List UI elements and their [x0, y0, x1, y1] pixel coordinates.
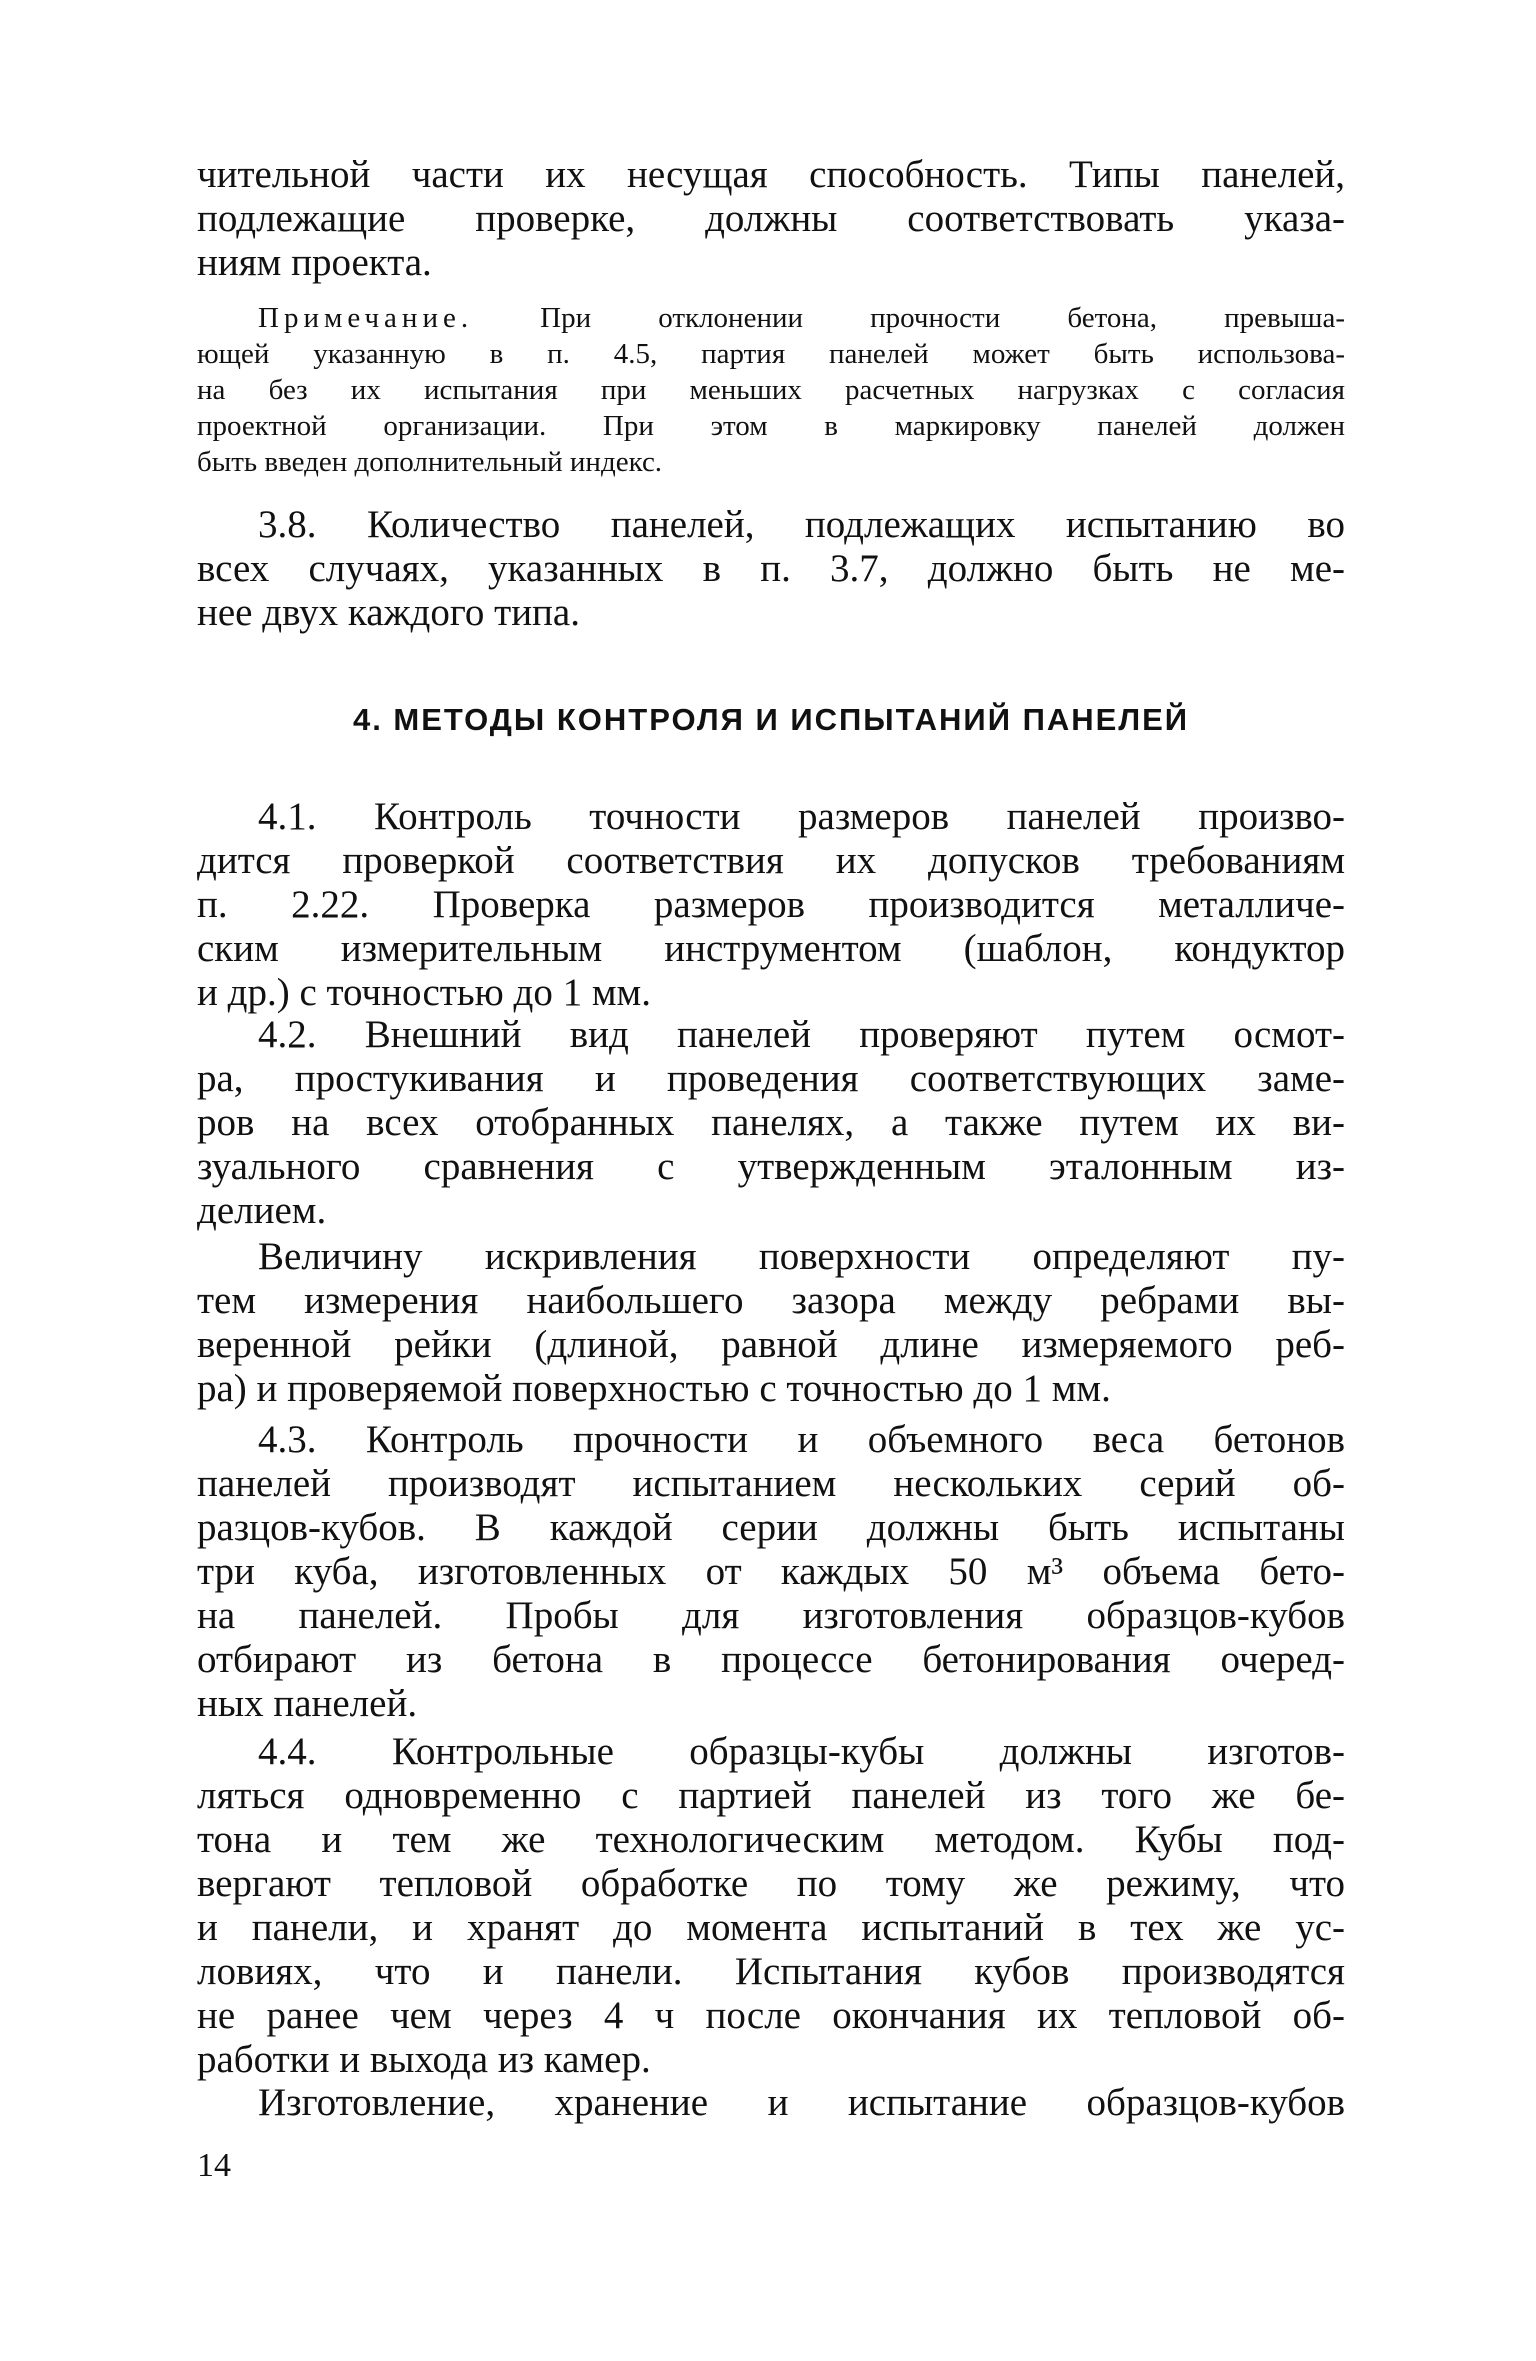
text-line: разцов-кубов. В каждой серии должны быть испытаны [197, 1506, 1345, 1549]
text-line: на без их испытания при меньших расчетных нагрузках с согласия [197, 374, 1345, 406]
text-line: зуального сравнения с утвержденным эталонным из- [197, 1145, 1345, 1188]
text-line: три куба, изготовленных от каждых 50 м³ объема бето- [197, 1550, 1345, 1593]
text-line: тона и тем же технологическим методом. Кубы под- [197, 1818, 1345, 1861]
text-line: ных панелей. [197, 1682, 418, 1725]
text-line: Изготовление, хранение и испытание образцов-кубов [258, 2081, 1345, 2124]
paragraph-4-4 [197, 1730, 1345, 2082]
paragraph-3-8 [197, 503, 1345, 635]
paragraph-4-3 [197, 1418, 1345, 1726]
text-line: веренной рейки (длиной, равной длине измеряемого реб- [197, 1323, 1345, 1366]
note-label: Примечание. [258, 302, 474, 334]
paragraph-4-1 [197, 795, 1345, 1015]
text-line: делием. [197, 1189, 327, 1232]
text-line: дится проверкой соответствия их допусков требованиям [197, 839, 1345, 882]
text-line: нее двух каждого типа. [197, 591, 580, 634]
text-line: отбирают из бетона в процессе бетонирования очеред- [197, 1638, 1345, 1681]
text-line: ра, простукивания и проведения соответствующих заме- [197, 1057, 1345, 1100]
text-line: работки и выхода из камер. [197, 2038, 651, 2081]
paragraph-curvature [197, 1235, 1345, 1411]
text-line: ловиях, что и панели. Испытания кубов производятся [197, 1950, 1345, 1993]
heading-text: 4. МЕТОДЫ КОНТРОЛЯ И ИСПЫТАНИЙ ПАНЕЛЕЙ [352, 702, 1190, 737]
text-line: не ранее чем через 4 ч после окончания их тепловой об- [197, 1994, 1345, 2037]
text-line: тем измерения наибольшего зазора между ребрами вы- [197, 1279, 1345, 1322]
text-line: ским измерительным инструментом (шаблон, кондуктор [197, 927, 1345, 970]
text-line: чительной части их несущая способность. Типы панелей, [197, 153, 1345, 196]
text-line: ра) и проверяемой поверхностью с точностью до 1 мм. [197, 1367, 1111, 1410]
note-text: При отклонении прочности бетона, превыша- [540, 302, 1346, 334]
text-line: и др.) с точностью до 1 мм. [197, 971, 651, 1014]
text-line: на панелей. Пробы для изготовления образцов-кубов [197, 1594, 1345, 1637]
text-line: п. 2.22. Проверка размеров производится металличе- [197, 883, 1345, 926]
text-line: панелей производят испытанием нескольких серий об- [197, 1462, 1345, 1505]
text-line: ляться одновременно с партией панелей из того же бе- [197, 1774, 1345, 1817]
text-line: проектной организации. При этом в маркировку панелей должен [197, 410, 1345, 442]
text-line: 4.1. Контроль точности размеров панелей произво- [258, 795, 1345, 838]
paragraph-continuation [197, 153, 1345, 285]
text-line: вергают тепловой обработке по тому же режиму, что [197, 1862, 1345, 1905]
text-line: и панели, и хранят до момента испытаний в тех же ус- [197, 1906, 1345, 1949]
page-number: 14 [197, 2147, 231, 2184]
text-line: ниям проекта. [197, 241, 432, 284]
section-heading [197, 698, 1345, 742]
paragraph-last [197, 2081, 1345, 2125]
text-line [197, 300, 1345, 336]
paragraph-4-2 [197, 1013, 1345, 1233]
text-line: 4.2. Внешний вид панелей проверяют путем осмот- [258, 1013, 1345, 1056]
text-line: 4.3. Контроль прочности и объемного веса бетонов [258, 1418, 1345, 1461]
text-line: всех случаях, указанных в п. 3.7, должно быть не ме- [197, 547, 1345, 590]
text-line: 4.4. Контрольные образцы-кубы должны изготов- [258, 1730, 1345, 1773]
text-line: ющей указанную в п. 4.5, партия панелей может быть использова- [197, 338, 1345, 370]
text-line: быть введен дополнительный индекс. [197, 446, 663, 478]
note [197, 300, 1345, 480]
text-line: 3.8. Количество панелей, подлежащих испытанию во [258, 503, 1345, 546]
text-line: ров на всех отобранных панелях, а также путем их ви- [197, 1101, 1345, 1144]
text-line: подлежащие проверке, должны соответствовать указа- [197, 197, 1345, 240]
text-line: Величину искривления поверхности определяют пу- [258, 1235, 1345, 1278]
